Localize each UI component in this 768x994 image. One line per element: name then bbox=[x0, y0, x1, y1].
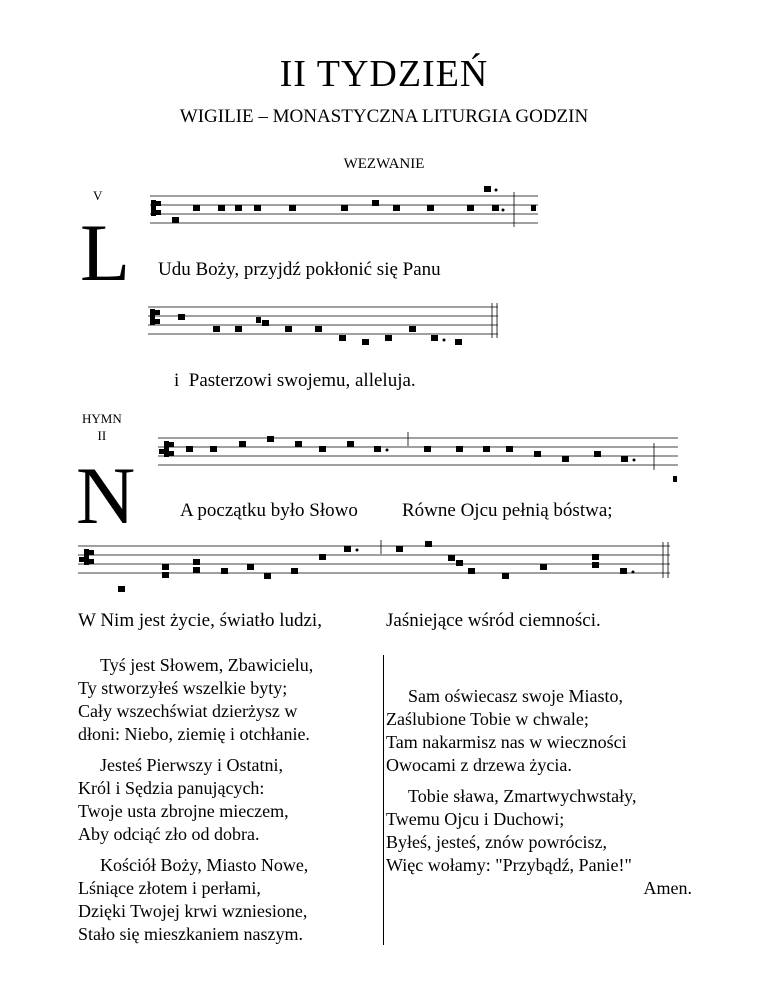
page-title: II TYDZIEŃ bbox=[279, 53, 489, 95]
invitatory-initial: L bbox=[80, 207, 131, 298]
verse-line: Lśniące złotem i perłami, bbox=[78, 878, 261, 898]
verse-line: Tam nakarmisz nas w wieczności bbox=[386, 732, 627, 752]
column-divider bbox=[383, 655, 384, 945]
hymn-initial: N bbox=[76, 450, 136, 541]
verse-line: Byłeś, jesteś, znów powrócisz, bbox=[386, 832, 607, 852]
verse-line: Jesteś Pierwszy i Ostatni, bbox=[100, 755, 283, 775]
stanzas-right bbox=[386, 685, 696, 900]
verse-line: Twemu Ojcu i Duchowi; bbox=[386, 809, 565, 829]
verse-line: Więc wołamy: "Przybądź, Panie!" bbox=[386, 855, 632, 875]
amen: Amen. bbox=[643, 878, 692, 898]
hymn-lyric-1a: A początku było Słowo bbox=[180, 500, 358, 521]
page-subtitle: WIGILIE – MONASTYCZNA LITURGIA GODZIN bbox=[179, 106, 589, 127]
verse-line: Aby odciąć zło od dobra. bbox=[78, 824, 260, 844]
section-heading: WEZWANIE bbox=[343, 156, 425, 172]
hymn-lyric-2a: W Nim jest życie, światło ludzi, bbox=[78, 610, 322, 631]
stanzas-left bbox=[78, 654, 378, 946]
verse-line: Sam oświecasz swoje Miasto, bbox=[408, 686, 623, 706]
verse-line: Ty stworzyłeś wszelkie byty; bbox=[78, 678, 288, 698]
verse-line: Król i Sędzia panujących: bbox=[78, 778, 265, 798]
hymn-lyric-1b: Równe Ojcu pełnią bóstwa; bbox=[402, 500, 613, 521]
hymn-label-line2: II bbox=[97, 428, 107, 443]
verse-line: Kościół Boży, Miasto Nowe, bbox=[100, 855, 309, 875]
verse-line: Tyś jest Słowem, Zbawicielu, bbox=[100, 655, 314, 675]
verse-line: Zaślubione Tobie w chwale; bbox=[386, 709, 589, 729]
hymn-lyric-2b: Jaśniejące wśród ciemności. bbox=[386, 610, 601, 631]
verse-line: Dzięki Twojej krwi wzniesione, bbox=[78, 901, 308, 921]
verse-line: Cały wszechświat dzierżysz w bbox=[78, 701, 298, 721]
hymn-label-line1: HYMN bbox=[82, 411, 122, 426]
verse-line: dłoni: Niebo, ziemię i otchłanie. bbox=[78, 724, 310, 744]
invitatory-lyric-2: i Pasterzowi swojemu, alleluja. bbox=[174, 370, 416, 391]
verse-line: Twoje usta zbrojne mieczem, bbox=[78, 801, 289, 821]
invitatory-lyric-1: Udu Boży, przyjdź pokłonić się Panu bbox=[158, 259, 441, 280]
verse-line: Tobie sława, Zmartwychwstały, bbox=[408, 786, 637, 806]
verse-line: Owocami z drzewa życia. bbox=[386, 755, 572, 775]
verse-line: Stało się mieszkaniem naszym. bbox=[78, 924, 303, 944]
versicle-mark: V bbox=[93, 188, 103, 203]
